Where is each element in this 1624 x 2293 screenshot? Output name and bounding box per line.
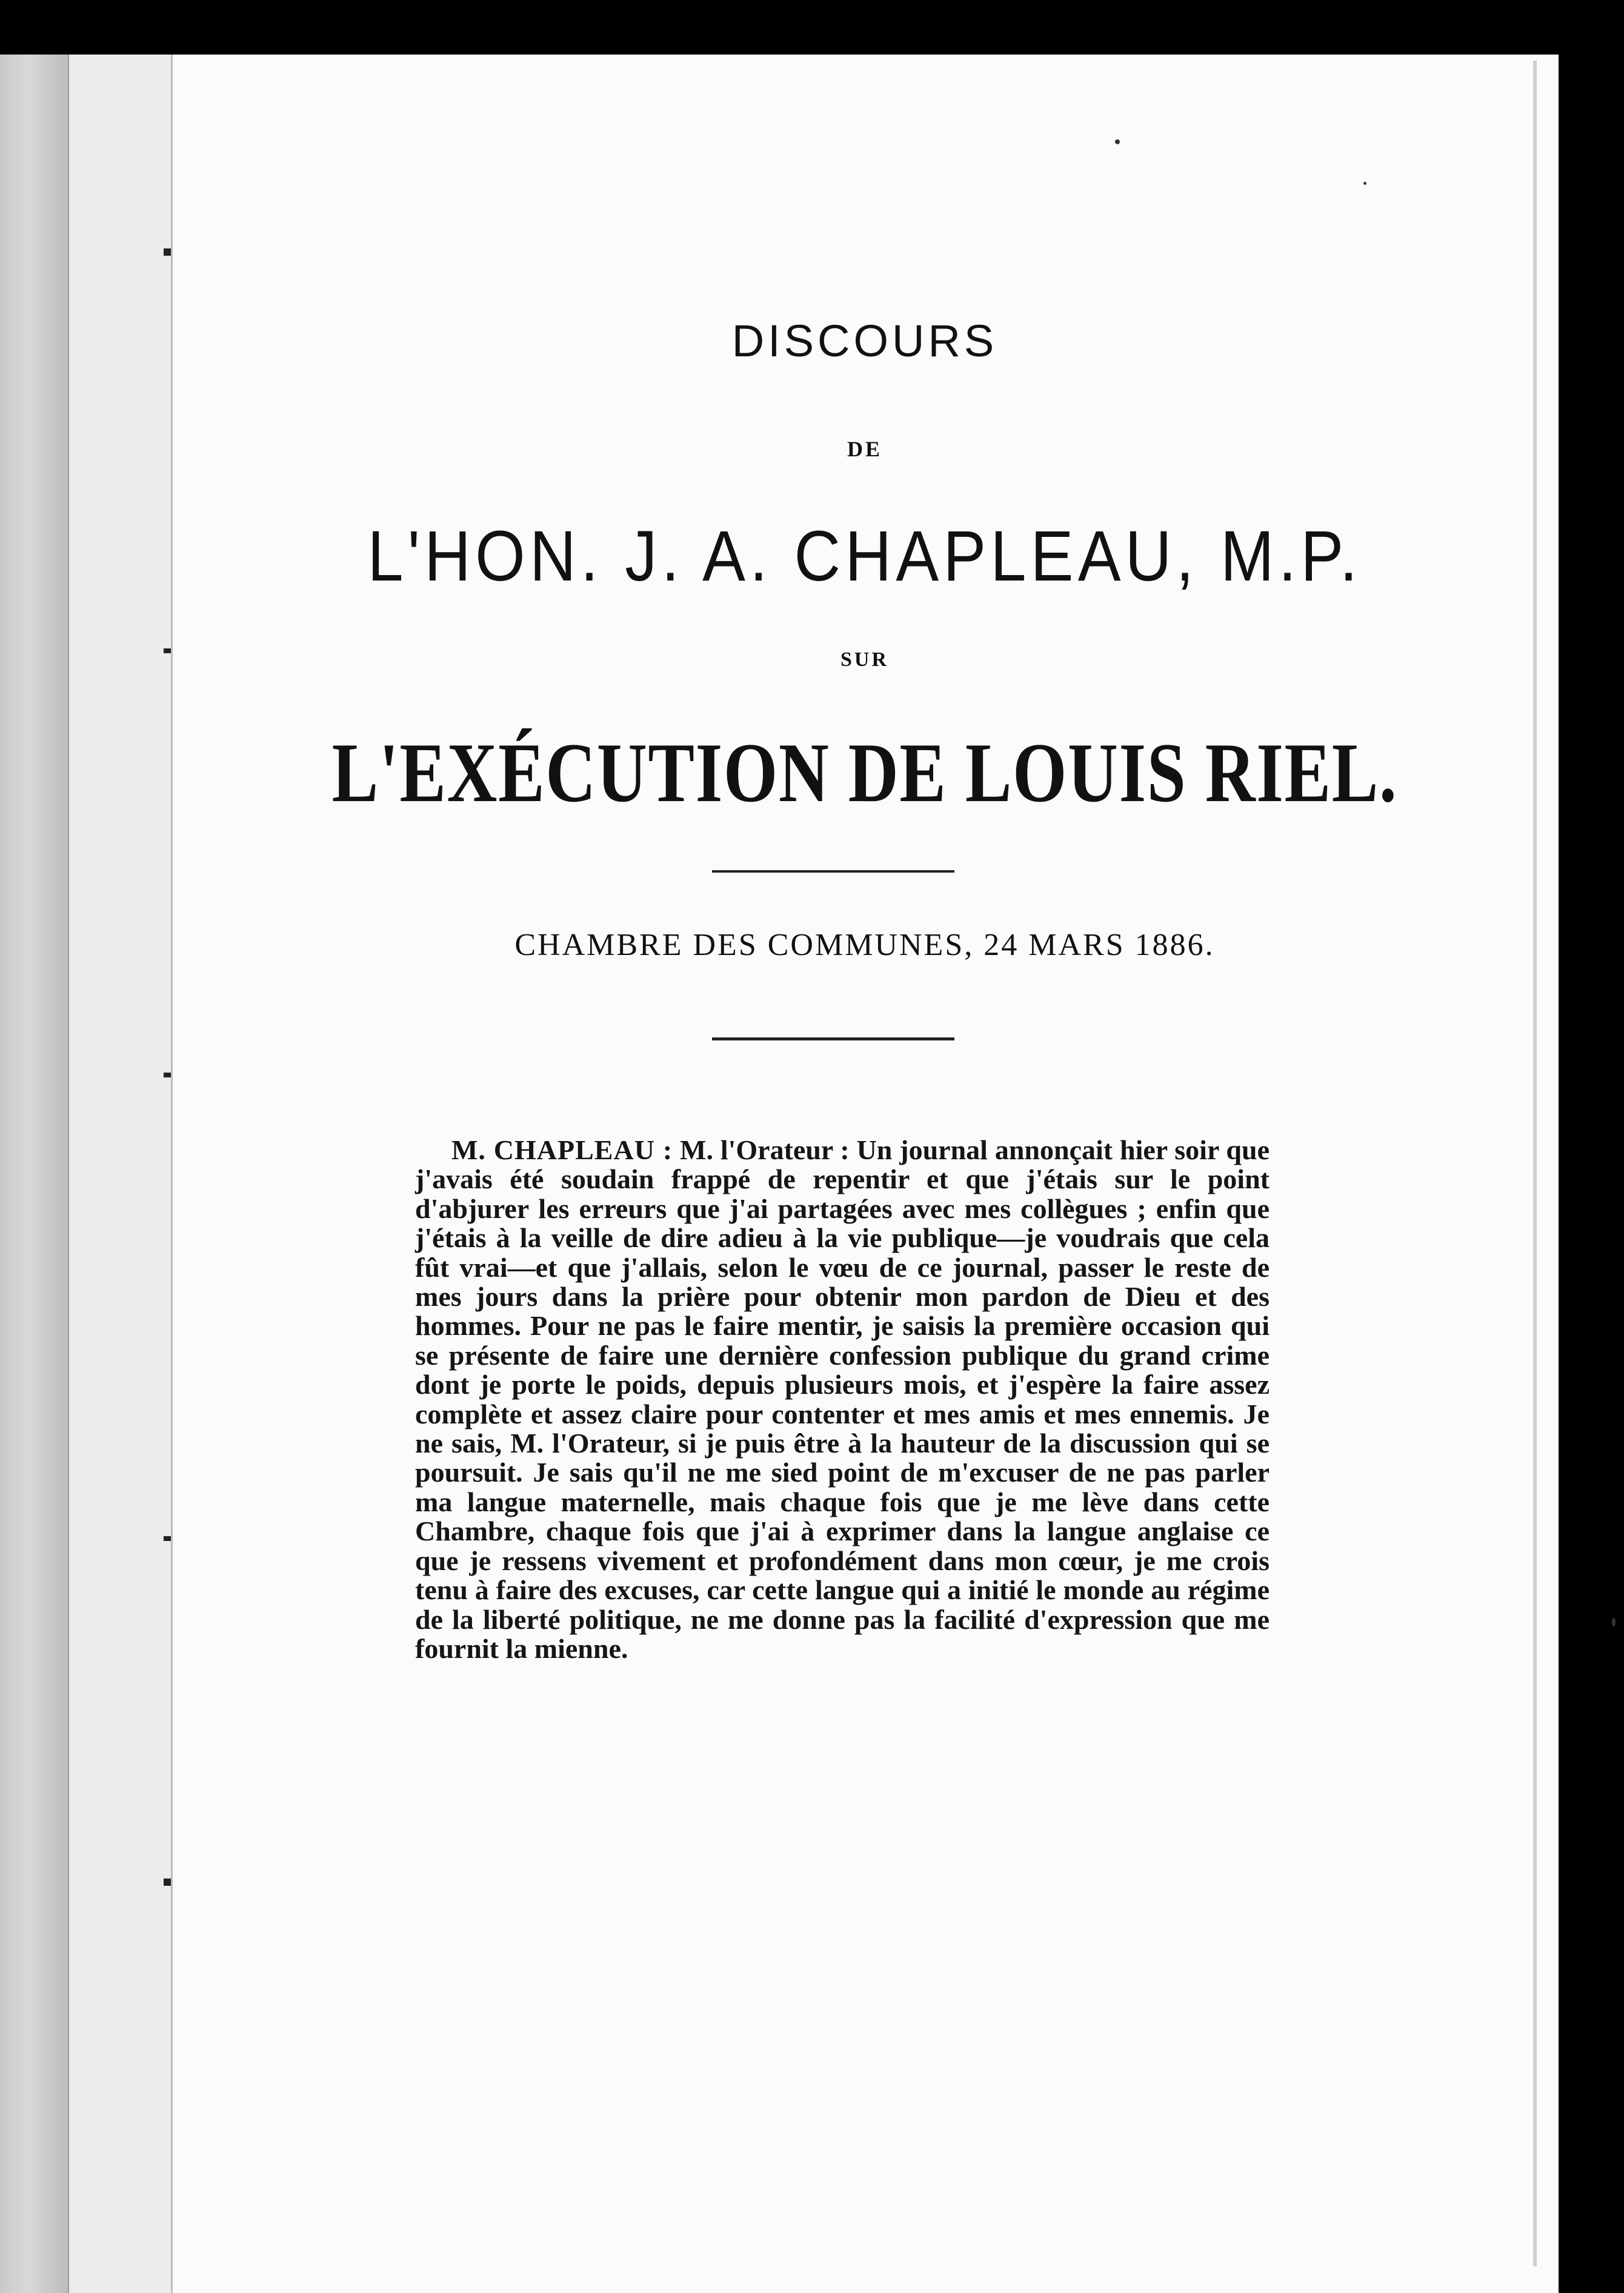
divider-rule: [712, 870, 954, 873]
connector-de: DE: [847, 437, 882, 461]
speaker-label: M. CHAPLEAU :: [451, 1134, 673, 1165]
subject-title: L'EXÉCUTION DE LOUIS RIEL.: [331, 726, 1398, 820]
paper-speck: [1363, 182, 1366, 185]
speaker-title: L'HON. J. A. CHAPLEAU, M.P.: [367, 516, 1362, 596]
speech-paragraph: [415, 1136, 1270, 1663]
paper-speck: [1612, 1618, 1616, 1626]
connector-sur: SUR: [840, 648, 890, 671]
paper-speck: [1115, 139, 1120, 144]
page-edge-shadow: [1533, 61, 1537, 2266]
heading-discours: DISCOURS: [731, 316, 998, 366]
scan-left-edge: [0, 55, 68, 2293]
speech-text: M. l'Orateur : Un journal annonçait hier soir que j'avais été soudain frappé de repentir et que j'étais sur le point d'abjurer les erreurs que j'ai partagées avec mes collègues ; enfin que j'étais à la veille de dire adieu à la vie publique—je voudrais que cela fût vrai—et que j'allais, selon le vœu de ce journal, passer le reste de mes jours dans la prière pour obtenir mon pardon de Dieu et des hommes. Pour ne pas le faire mentir, je saisis la première occasion qui se présente de faire une dernière confession publique du grand crime dont je porte le poids, depuis plusieurs mois, et j'espère la faire assez complète et assez claire pour contenter et mes amis et mes ennemis. Je ne sais, M. l'Orateur, si je puis être à la hauteur de la discussion qui se poursuit. Je sais qu'il ne me sied point de m'excuser de ne pas parler ma langue maternelle, mais chaque fois que je me lève dans cette Chambre, chaque fois que j'ai à exprimer dans la langue anglaise ce que je ressens vivement et profondément dans mon cœur, je me crois tenu à faire des excuses, car cette langue qui a initié le monde au régime de la liberté politique, ne me donne pas la facilité d'expression que me fournit la mienne.: [415, 1134, 1270, 1664]
session-line: CHAMBRE DES COMMUNES, 24 MARS 1886.: [514, 928, 1215, 962]
book-gutter: [68, 55, 172, 2293]
scan-right-edge: [1559, 55, 1624, 2293]
divider-rule: [712, 1037, 954, 1040]
